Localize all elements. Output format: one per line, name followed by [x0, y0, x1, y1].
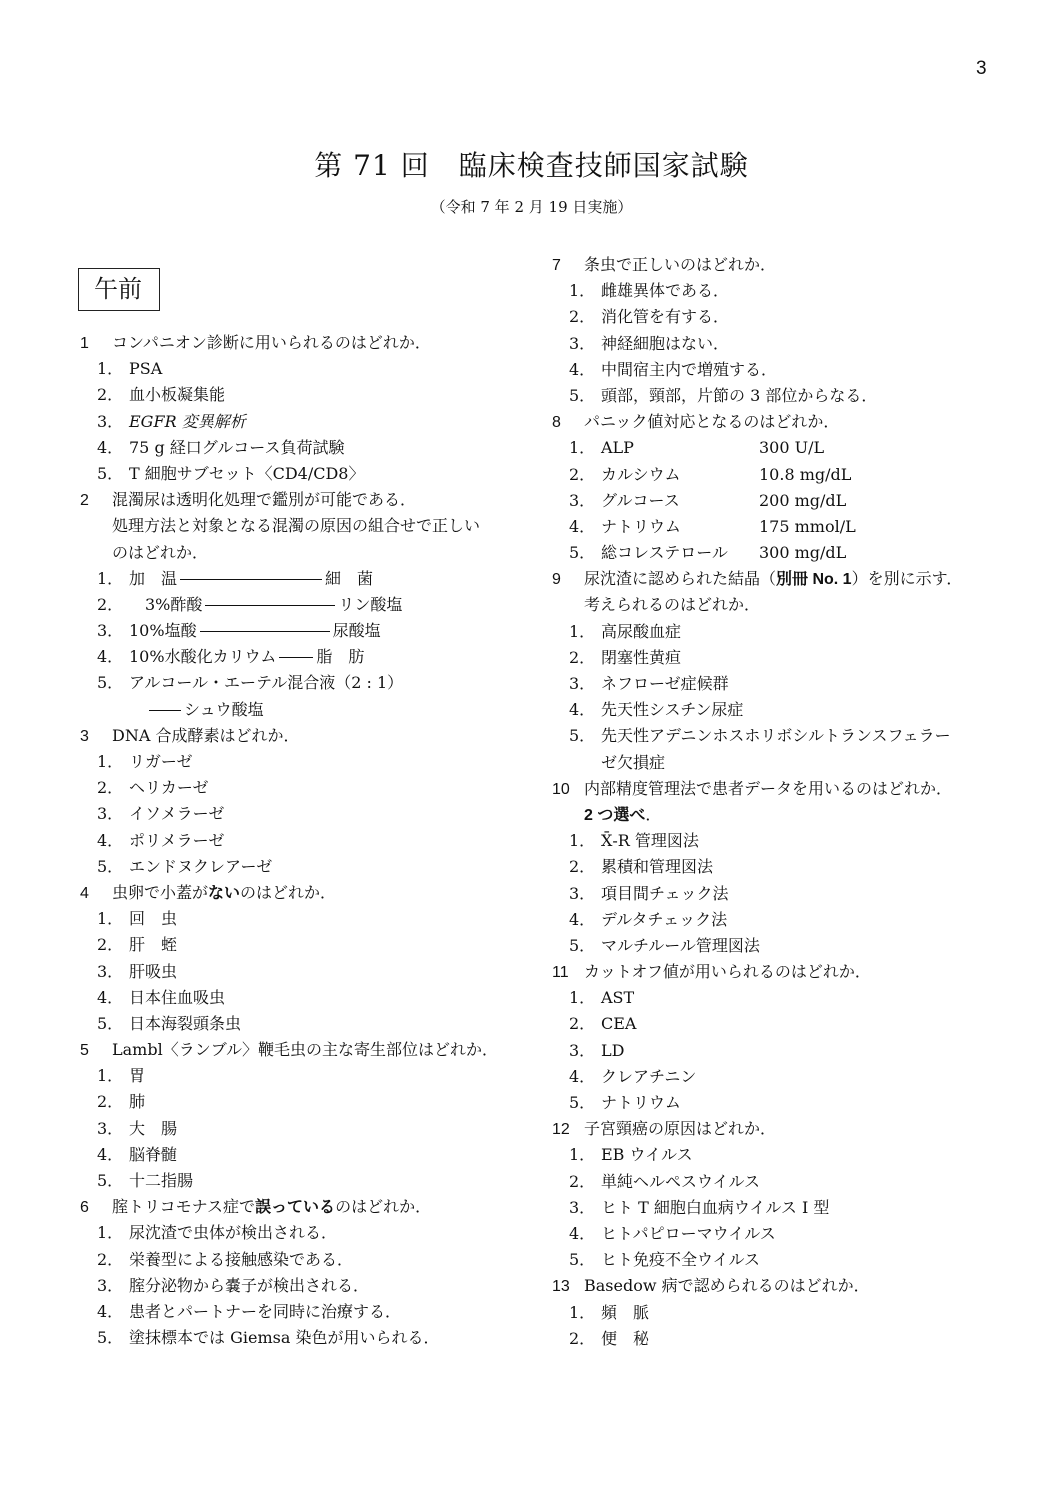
option-number: 4． — [569, 1223, 596, 1243]
option-text: 肝 蛭 — [129, 935, 178, 955]
option — [80, 356, 530, 382]
option — [80, 670, 530, 696]
option-number: 4． — [97, 437, 124, 457]
option-item-b: 300 U/L — [759, 438, 825, 458]
option-text: ヒト T 細胞白血病ウイルス I 型 — [601, 1197, 830, 1217]
question-text: DNA 合成酵素はどれか． — [112, 725, 300, 745]
connector-line — [180, 579, 322, 580]
option — [80, 1299, 530, 1325]
option-text: 腟分泌物から嚢子が検出される． — [129, 1275, 370, 1295]
option — [80, 1142, 530, 1168]
option-number: 2． — [569, 464, 596, 484]
option-text: 頻 脈 — [601, 1302, 650, 1322]
option-item-b: 175 mmol/L — [759, 516, 856, 536]
option — [552, 1247, 1012, 1273]
option-text: ネフローゼ症候群 — [601, 674, 729, 693]
option-continued — [80, 697, 530, 723]
question-text: 内部精度管理法で患者データを用いるのはどれか． — [584, 778, 953, 798]
option — [80, 382, 530, 408]
option — [552, 331, 1012, 357]
option-number: 4． — [97, 1144, 124, 1164]
question-number: 1 — [80, 335, 89, 352]
page-number: 3 — [976, 58, 987, 79]
question-number: 13 — [552, 1278, 570, 1296]
option-number: 3． — [97, 411, 124, 431]
connector-line — [200, 631, 330, 632]
option-number: 3． — [97, 961, 124, 981]
option — [552, 723, 1012, 749]
option — [552, 907, 1012, 933]
option-text: 頭部，頸部，片節の 3 部位からなる． — [601, 385, 878, 405]
question-number: 4 — [80, 884, 89, 902]
connector-line — [149, 710, 181, 711]
option-text: 肺 — [129, 1092, 146, 1112]
option-text: AST — [601, 988, 635, 1008]
question-13 — [552, 1273, 1012, 1299]
option-text: 大 腸 — [129, 1118, 178, 1138]
question-text: 条虫で正しいのはどれか． — [584, 255, 777, 274]
option-number: 1． — [97, 359, 124, 379]
option-item-a: グルコース — [601, 490, 680, 510]
option — [80, 959, 530, 985]
option-number: 4． — [97, 1301, 124, 1321]
option-number: 5． — [97, 1013, 124, 1033]
option-number: 4． — [97, 647, 124, 667]
option-text: 累積和管理図法 — [601, 857, 714, 877]
option-number: 2． — [569, 307, 596, 327]
option — [80, 1116, 530, 1142]
option-number: 1． — [97, 909, 124, 929]
option — [552, 619, 1012, 645]
option — [80, 985, 530, 1011]
option — [80, 906, 530, 932]
option-continued: ゼ欠損症 — [601, 752, 666, 772]
option-text: 先天性アデニンホスホリボシルトランスフェラー — [601, 726, 951, 746]
option-item-a: ALP — [601, 438, 634, 458]
section-label: 午前 — [78, 268, 160, 311]
option-text: 日本住血吸虫 — [129, 987, 226, 1007]
option-text: ナトリウム — [601, 1093, 681, 1112]
question-text: パニック値対応となるのはどれか． — [584, 412, 840, 432]
option-number: 2． — [97, 1092, 124, 1112]
option-number: 4． — [569, 359, 596, 379]
option-number: 3． — [97, 804, 124, 824]
option-number: 5． — [97, 673, 124, 693]
option-text: エンドヌクレアーゼ — [129, 856, 273, 876]
option-text: 雌雄異体である． — [601, 281, 730, 301]
option-text: 回 虫 — [129, 909, 178, 929]
option-item-b: 300 mg/dL — [759, 543, 847, 563]
option-text: イソメラーゼ — [129, 804, 225, 824]
option-text: リガーゼ — [129, 752, 193, 771]
option — [80, 801, 530, 827]
option-number: 5． — [569, 1250, 596, 1270]
question-2 — [80, 487, 530, 513]
question-text: 混濁尿は透明化処理で鑑別が可能である． — [112, 490, 417, 510]
option — [80, 775, 530, 801]
question-number: 10 — [552, 780, 570, 798]
question-number: 5 — [80, 1042, 89, 1060]
option-number: 2． — [569, 1328, 596, 1348]
question-text-continued — [552, 802, 1012, 828]
option-text: 便 秘 — [601, 1328, 650, 1348]
option — [552, 357, 1012, 383]
option-number: 2． — [97, 778, 124, 798]
option — [552, 645, 1012, 671]
question-period: ． — [645, 804, 662, 824]
right-column — [552, 252, 1012, 1352]
option — [552, 1169, 1012, 1195]
option — [552, 1064, 1012, 1090]
option-text: ヒト免疫不全ウイルス — [601, 1250, 761, 1270]
option — [80, 1063, 530, 1089]
option-item-b: 200 mg/dL — [759, 490, 847, 510]
option — [552, 1011, 1012, 1037]
option — [80, 1168, 530, 1194]
option-number: 4． — [569, 700, 596, 720]
question-5 — [80, 1037, 530, 1063]
option-text: マルチルール管理図法 — [601, 935, 760, 955]
option-item-a: 総コレステロール — [601, 543, 728, 563]
option-number: 5． — [569, 935, 596, 955]
question-number: 8 — [552, 414, 561, 432]
exam-date: （令和 7 年 2 月 19 日実施） — [430, 198, 633, 216]
option-number: 4． — [569, 909, 596, 929]
option — [552, 1300, 1012, 1326]
option — [80, 932, 530, 958]
option-text: 先天性シスチン尿症 — [601, 700, 744, 720]
option-text: 尿沈渣で虫体が検出される． — [129, 1223, 338, 1243]
question-number: 12 — [552, 1121, 570, 1139]
question-text: 虫卵で小蓋が — [112, 882, 209, 902]
question-12 — [552, 1116, 1012, 1142]
option — [552, 828, 1012, 854]
option-text: ヒトパピローマウイルス — [601, 1223, 776, 1243]
option-text: LD — [601, 1040, 625, 1060]
option-number: 1． — [569, 281, 596, 301]
option-item-b: リン酸塩 — [338, 594, 403, 614]
option-number: 5． — [569, 726, 596, 746]
option-text: 患者とパートナーを同時に治療する． — [129, 1301, 402, 1321]
option — [552, 881, 1012, 907]
option-number: 2． — [569, 1171, 596, 1191]
option — [552, 383, 1012, 409]
option — [552, 985, 1012, 1011]
option-text: 項目間チェック法 — [601, 883, 729, 903]
option — [80, 461, 530, 487]
question-text-continued: 考えられるのはどれか． — [584, 595, 761, 615]
option-item-a: 加 温 — [129, 568, 178, 588]
question-emphasis: 2 つ選べ — [584, 806, 646, 824]
question-number: 9 — [552, 571, 561, 589]
question-number: 7 — [552, 257, 561, 274]
left-column — [80, 330, 530, 1351]
option-text: デルタチェック法 — [601, 909, 728, 929]
option-number: 3． — [97, 1275, 124, 1295]
option-number: 1． — [569, 438, 596, 458]
option — [552, 540, 1012, 566]
option — [80, 854, 530, 880]
option — [552, 1142, 1012, 1168]
option-number: 3． — [97, 621, 124, 641]
question-number: 3 — [80, 727, 89, 745]
option-number: 5． — [97, 856, 124, 876]
option — [80, 749, 530, 775]
question-text-continued: のはどれか． — [112, 542, 209, 562]
option-number: 1． — [97, 568, 124, 588]
option-item-a: 10%水酸化カリウム — [129, 647, 277, 667]
option-number: 5． — [97, 1171, 124, 1190]
option-number: 4． — [97, 830, 124, 850]
option — [552, 1195, 1012, 1221]
option-number: 1． — [569, 1302, 596, 1322]
option-text: EGFR 変異解析 — [129, 411, 246, 431]
option-item-b: 尿酸塩 — [332, 621, 381, 641]
option — [552, 1090, 1012, 1116]
option-text: 閉塞性黄疸 — [601, 647, 682, 667]
option — [80, 1089, 530, 1115]
option — [552, 1038, 1012, 1064]
option — [552, 671, 1012, 697]
option-number: 1． — [97, 1223, 124, 1243]
option-text: 胃 — [129, 1066, 146, 1086]
question-text: のはどれか． — [335, 1197, 432, 1217]
option — [552, 933, 1012, 959]
option — [80, 1220, 530, 1246]
option-number: 3． — [569, 1197, 596, 1217]
question-9 — [552, 566, 1012, 592]
option-text: 75 g 経口グルコース負荷試験 — [129, 437, 345, 457]
option-item-a: 10%塩酸 — [129, 621, 197, 641]
option-item-a: アルコール・エーテル混合液（2 : 1） — [129, 673, 404, 693]
option — [552, 488, 1012, 514]
question-emphasis: 別冊 No. 1 — [776, 571, 852, 589]
option-text: 栄養型による接触感染である． — [129, 1249, 354, 1269]
option-number: 4． — [97, 987, 124, 1007]
option-number: 1． — [97, 1066, 124, 1086]
option-number: 5． — [569, 1093, 596, 1112]
option-number: 2． — [569, 1014, 596, 1034]
question-number: 6 — [80, 1199, 89, 1217]
option-number: 3． — [569, 333, 596, 353]
option — [552, 304, 1012, 330]
option — [80, 592, 530, 618]
option-item-a: ナトリウム — [601, 516, 681, 536]
option — [552, 1221, 1012, 1247]
question-7 — [552, 252, 1012, 278]
option-number: 2． — [97, 385, 124, 405]
question-number: 11 — [552, 964, 569, 982]
option-number: 1． — [569, 988, 596, 1008]
exam-title: 第 71 回 臨床検査技師国家試験 — [314, 149, 749, 182]
option-text: X̄-R 管理図法 — [601, 831, 699, 851]
question-text: Basedow 病で認められるのはどれか． — [584, 1276, 870, 1296]
question-4 — [80, 880, 530, 906]
option-number: 5． — [569, 385, 596, 405]
question-8 — [552, 409, 1012, 435]
option-number: 2． — [97, 594, 124, 614]
option-text: 日本海裂頭条虫 — [129, 1013, 242, 1033]
option — [80, 644, 530, 670]
option-number: 3． — [569, 1040, 596, 1060]
option-text: 中間宿主内で増殖する． — [601, 359, 778, 379]
option-number: 1． — [97, 752, 124, 771]
question-text: 尿沈渣に認められた結晶（ — [584, 569, 777, 589]
option — [552, 278, 1012, 304]
option-text: クレアチニン — [601, 1066, 697, 1086]
option — [80, 1325, 530, 1351]
option-text: CEA — [601, 1014, 637, 1034]
question-text: ）を別に示す． — [851, 569, 963, 589]
question-text: 腟トリコモナス症で — [112, 1197, 256, 1217]
option-number: 5． — [569, 543, 596, 563]
option-text: PSA — [129, 359, 163, 379]
question-emphasis: ない — [208, 884, 241, 902]
option-number: 5． — [97, 463, 124, 483]
option — [80, 1011, 530, 1037]
option-text: 高尿酸血症 — [601, 621, 682, 641]
option-item-b: 脂 肪 — [316, 647, 365, 667]
option-text: EB ウイルス — [601, 1145, 693, 1165]
option-number: 2． — [97, 1249, 124, 1269]
option-number: 2． — [97, 935, 124, 955]
option-number: 3． — [97, 1118, 124, 1138]
option — [80, 409, 530, 435]
question-text: コンパニオン診断に用いられるのはどれか． — [112, 333, 431, 352]
option-text: 肝吸虫 — [129, 961, 178, 981]
option-item-b: シュウ酸塩 — [184, 699, 264, 719]
question-text: Lambl〈ランブル〉鞭毛虫の主な寄生部位はどれか． — [112, 1040, 499, 1060]
option — [552, 697, 1012, 723]
option-item-b: 10.8 mg/dL — [759, 464, 852, 484]
question-text: カットオフ値が用いられるのはどれか． — [584, 962, 871, 982]
question-3 — [80, 723, 530, 749]
option — [80, 1273, 530, 1299]
option — [80, 618, 530, 644]
option-text: T 細胞サブセット〈CD4/CD8〉 — [129, 463, 365, 483]
option-text: 脳脊髄 — [129, 1144, 178, 1164]
option — [80, 435, 530, 461]
option-number: 5． — [97, 1328, 124, 1348]
option — [552, 435, 1012, 461]
option — [552, 854, 1012, 880]
option — [80, 1247, 530, 1273]
question-1 — [80, 330, 530, 356]
option — [80, 566, 530, 592]
question-text: 子宮頸癌の原因はどれか． — [584, 1119, 777, 1139]
option-text: ポリメラーゼ — [129, 830, 225, 850]
option-text: 血小板凝集能 — [129, 385, 226, 405]
option-number: 1． — [569, 1145, 596, 1165]
option-number: 2． — [569, 647, 596, 667]
option-text: 神経細胞はない． — [601, 333, 730, 353]
question-6 — [80, 1194, 530, 1220]
option-number: 1． — [569, 621, 596, 641]
option-text: ヘリカーゼ — [129, 778, 209, 798]
question-text-continued: 処理方法と対象となる混濁の原因の組合せで正しい — [112, 516, 481, 536]
option-number: 1． — [569, 831, 596, 851]
option — [552, 462, 1012, 488]
option-number: 4． — [569, 516, 596, 536]
option-number: 2． — [569, 857, 596, 877]
option-text: 消化管を有する． — [601, 307, 730, 327]
question-number: 2 — [80, 492, 89, 510]
option-item-a: 3%酢酸 — [129, 594, 203, 614]
connector-line — [279, 657, 313, 658]
option-number: 3． — [569, 883, 596, 903]
option-text: 単純ヘルペスウイルス — [601, 1171, 761, 1191]
option-number: 4． — [569, 1066, 596, 1086]
question-10 — [552, 776, 1012, 802]
option — [552, 514, 1012, 540]
option-text: 十二指腸 — [129, 1171, 194, 1190]
option-number: 3． — [569, 674, 596, 693]
connector-line — [205, 605, 335, 606]
option-text: 塗抹標本では Giemsa 染色が用いられる． — [129, 1328, 440, 1348]
option-item-b: 細 菌 — [325, 568, 374, 588]
option-item-a: カルシウム — [601, 464, 681, 484]
option — [80, 828, 530, 854]
question-emphasis: 誤っている — [255, 1199, 336, 1217]
option — [552, 1326, 1012, 1352]
question-text: のはどれか． — [240, 882, 337, 902]
question-11 — [552, 959, 1012, 985]
option-number: 3． — [569, 490, 596, 510]
